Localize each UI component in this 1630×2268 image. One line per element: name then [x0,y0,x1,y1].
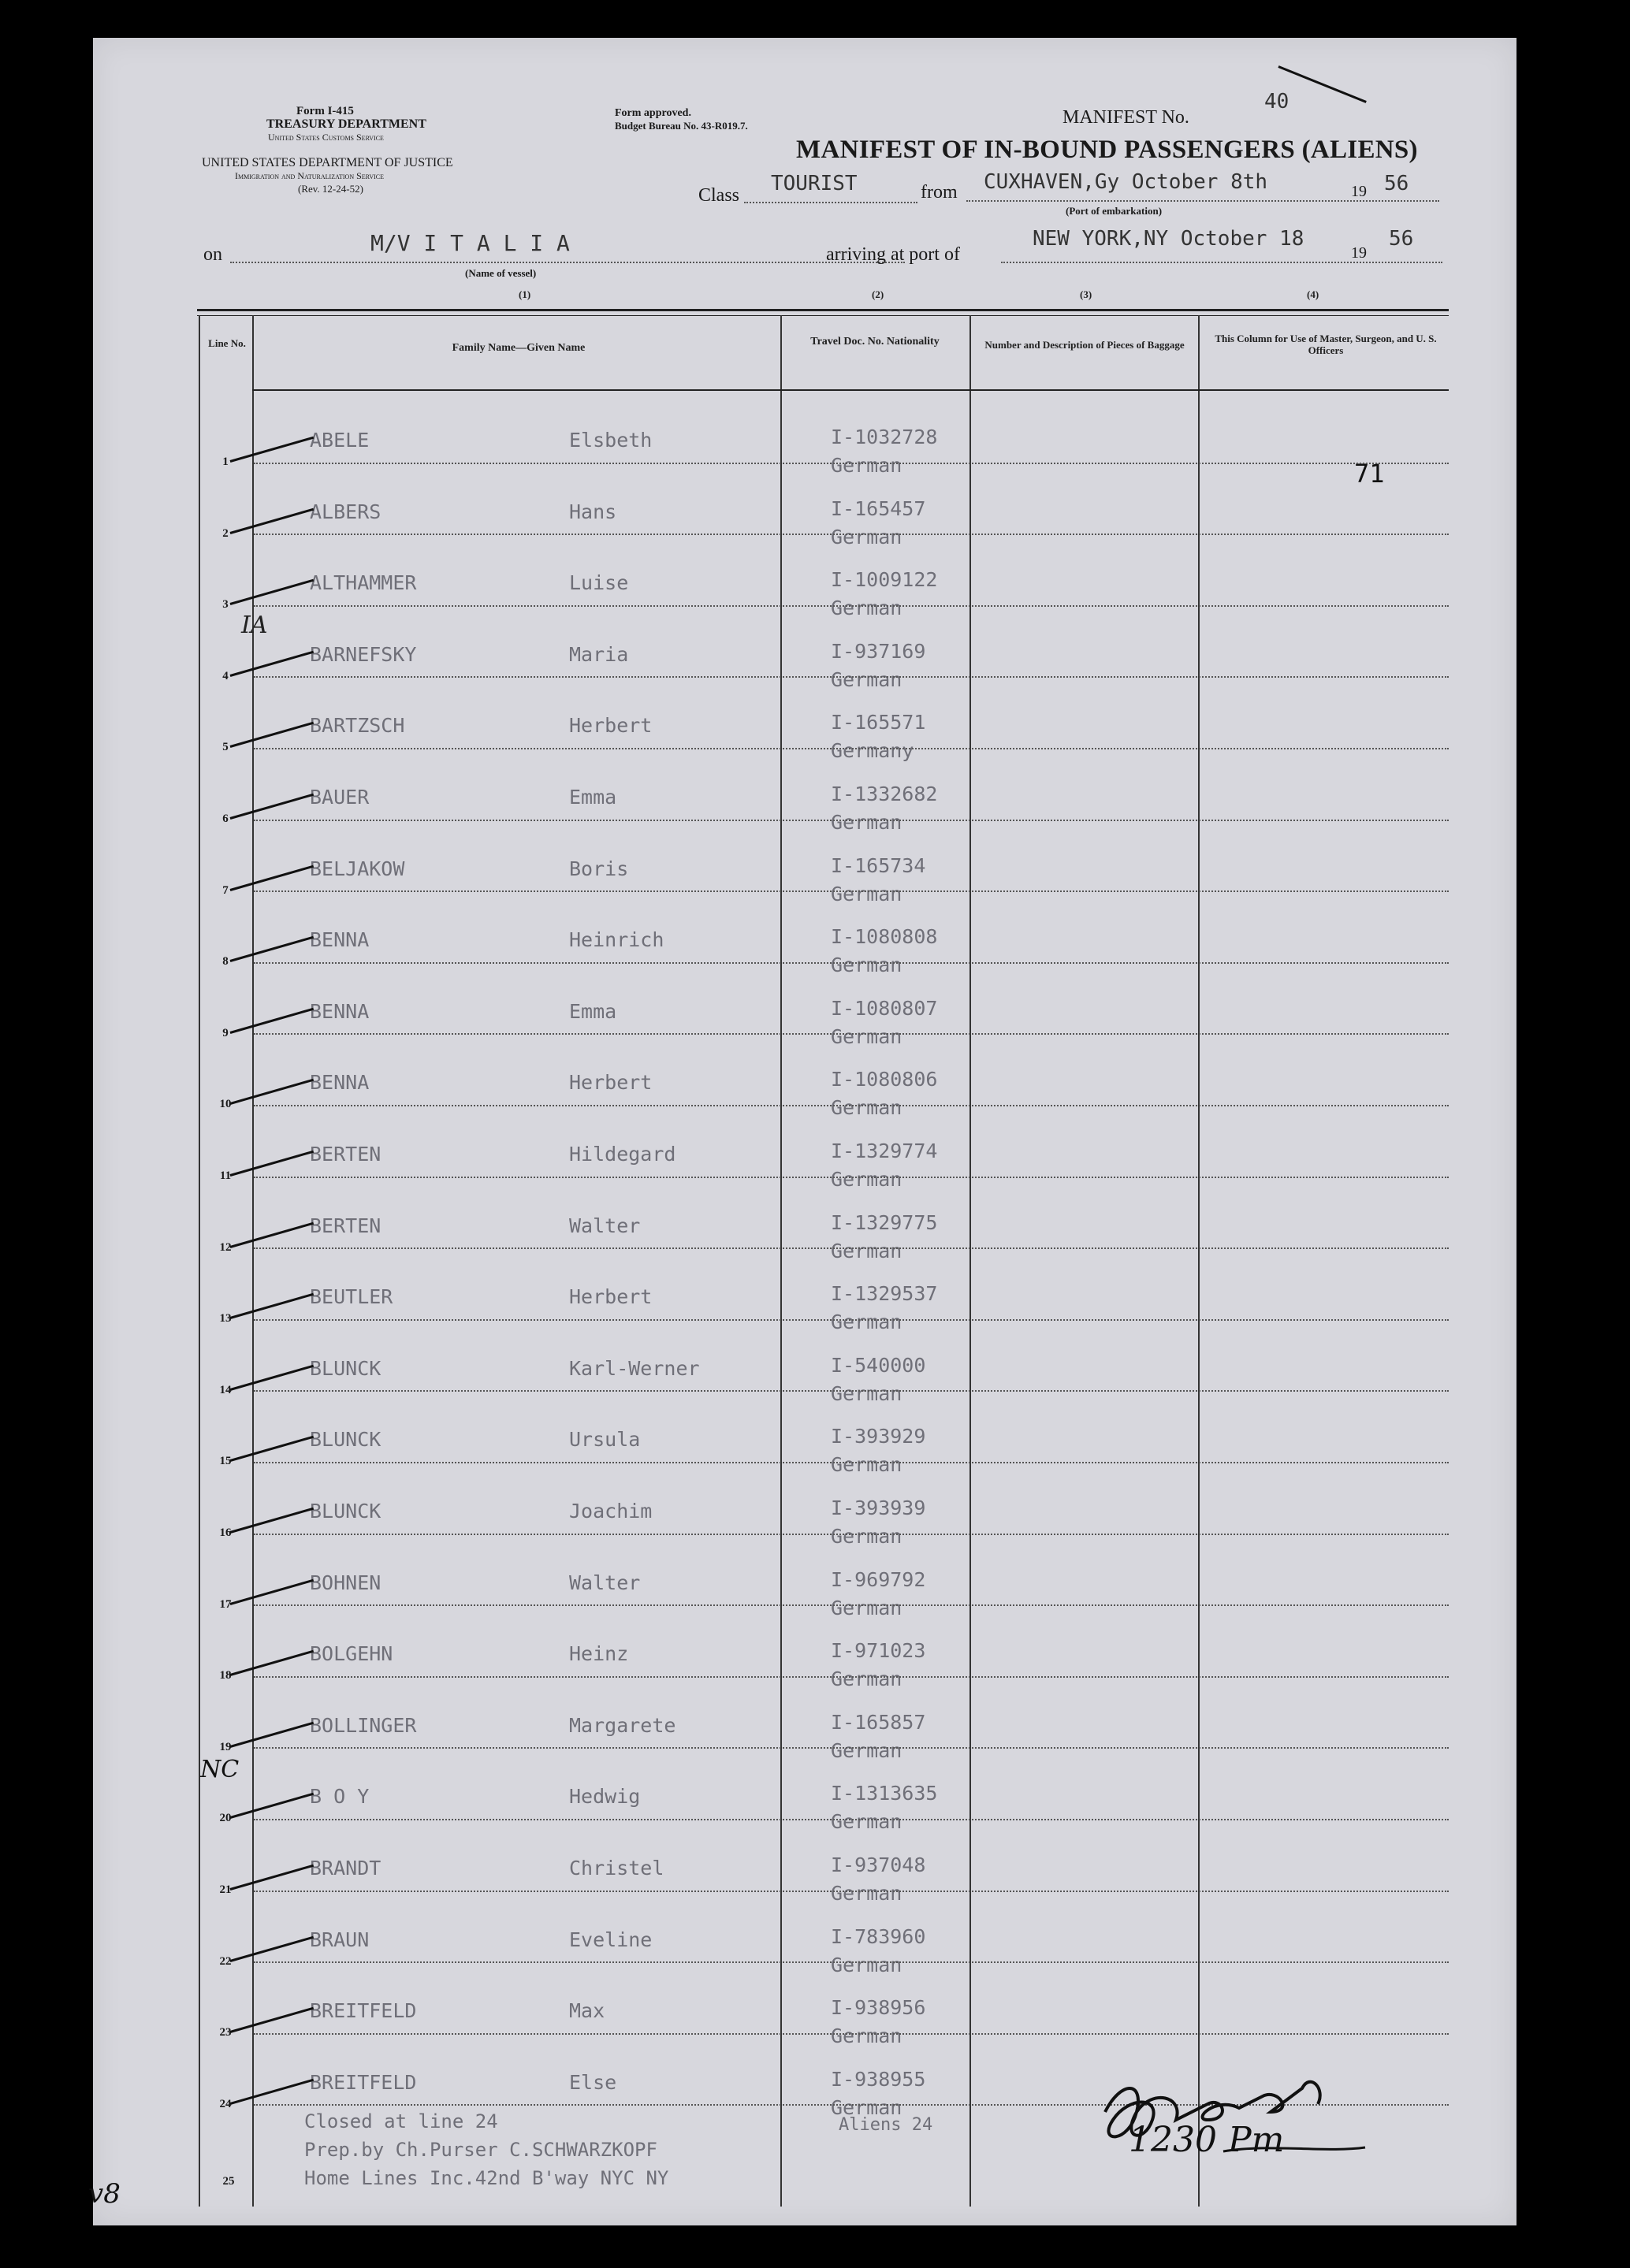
check-mark [230,1722,314,1748]
nationality: Germany [831,739,914,763]
row-separator [254,1390,1449,1392]
manifest-sheet [88,38,1516,2225]
row-separator [254,1604,1449,1606]
given-name: Luise [569,571,629,595]
travel-doc-number: I-1080806 [831,1068,938,1091]
budget-bureau: Budget Bureau No. 43-R019.7. [615,120,748,132]
row-separator [254,676,1449,678]
family-name: BERTEN [310,1214,381,1237]
given-name: Ursula [569,1428,641,1452]
line-number: 19 [219,1740,232,1753]
given-name: Hedwig [569,1785,641,1809]
nationality: German [831,1381,902,1405]
line-no-rule [252,315,254,2207]
table-top-rule-2 [197,315,1449,316]
given-name: Joachim [569,1500,653,1523]
year-prefix-2: 19 [1351,244,1367,262]
column-2-number: (2) [872,288,884,300]
given-name: Margarete [569,1713,676,1737]
line-number-25: 25 [222,2175,235,2188]
doc-baggage-rule [969,315,971,2207]
family-name: BARNEFSKY [310,642,417,666]
nationality: German [831,811,902,834]
line-number: 23 [219,2026,232,2039]
column-1-number: (1) [519,288,531,300]
nationality: German [831,1810,902,1834]
line-number: 5 [222,741,229,754]
travel-doc-number: I-1332682 [831,783,938,805]
row-separator [254,1891,1449,1892]
check-mark [230,794,314,820]
given-name: Hans [569,500,617,523]
travel-doc-number: I-1080808 [831,925,938,949]
travel-doc-number: I-1329537 [831,1282,938,1306]
nationality: German [831,1311,902,1334]
nationality: German [831,454,902,477]
family-name: BENNA [310,928,370,952]
family-name: B O Y [310,1785,370,1809]
nationality: German [831,2095,902,2119]
vessel-name: M/V I T A L I A [370,230,570,256]
margin-mark-ia: IA [241,612,268,639]
row-separator [254,1247,1449,1249]
row-separator [254,962,1449,964]
column-3-number: (3) [1080,288,1092,300]
port-embarkation-label: (Port of embarkation) [1066,205,1163,217]
closed-at-line: Closed at line 24 [304,2110,498,2132]
check-mark [230,1079,314,1105]
travel-doc-number: I-165571 [831,711,926,734]
travel-doc-number: I-1009122 [831,568,938,592]
column-4-number: (4) [1307,288,1319,300]
table-left-rule [199,315,200,2207]
check-mark [230,579,314,605]
officer-note: 71 [1354,459,1385,489]
row-separator [254,1033,1449,1035]
family-name: BENNA [310,1071,370,1095]
check-mark [230,864,314,890]
line-number: 2 [222,526,229,540]
officer-signature [1089,2065,1373,2175]
aliens-count: Aliens 24 [839,2115,933,2135]
row-separator [254,1961,1449,1963]
given-name: Karl-Werner [569,1356,700,1380]
travel-doc-number: I-783960 [831,1924,926,1948]
family-name: BENNA [310,999,370,1023]
travel-doc-number: I-393939 [831,1497,926,1519]
manifest-number-pen-stroke [1278,65,1366,103]
given-name: Emma [569,786,617,809]
treasury-department: TREASURY DEPARTMENT [266,117,426,131]
row-separator [254,1819,1449,1820]
nationality: German [831,1024,902,1048]
manifest-no-label: MANIFEST No. [1062,107,1189,128]
line-number: 6 [222,812,229,825]
nationality: German [831,1882,902,1905]
year-1: 56 [1384,172,1409,195]
line-number: 1 [222,455,229,468]
row-separator [254,534,1449,535]
given-name: Heinz [569,1642,629,1666]
check-mark [230,437,314,463]
arrival-value: NEW YORK,NY October 18 [1033,227,1304,251]
travel-doc-number: I-937048 [831,1853,926,1876]
header-bottom-rule [252,389,1449,391]
check-mark [230,1793,314,1819]
check-mark [230,1650,314,1676]
check-mark [230,936,314,962]
family-name: BLUNCK [310,1428,381,1452]
nationality: German [831,1453,902,1477]
year-2: 56 [1389,227,1414,251]
line-number: 21 [219,1883,232,1896]
family-name: BAUER [310,786,370,809]
nationality: German [831,1525,902,1548]
family-name: BREITFELD [310,1999,417,2023]
given-name: Hildegard [569,1143,676,1166]
row-separator [254,1177,1449,1178]
line-number: 11 [219,1169,232,1182]
check-mark [230,651,314,677]
travel-doc-number: I-938955 [831,2067,926,2091]
check-mark [230,722,314,748]
given-name: Walter [569,1571,641,1594]
travel-doc-number: I-938956 [831,1996,926,2020]
family-name: BRAUN [310,1928,370,1951]
row-separator [254,1534,1449,1535]
agent-address: Home Lines Inc.42nd B'way NYC NY [304,2167,669,2189]
given-name: Herbert [569,714,653,738]
check-mark [230,1578,314,1604]
signature-time: 1230 Pm [1129,2120,1285,2160]
row-separator [254,890,1449,892]
given-name: Herbert [569,1071,653,1095]
vessel-underline [230,262,905,263]
line-number: 9 [222,1026,229,1039]
line-number: 10 [219,1098,232,1111]
travel-doc-number: I-393929 [831,1425,926,1448]
class-label: Class [698,185,740,206]
line-number: 18 [219,1669,232,1682]
name-doc-rule [780,315,782,2207]
line-number: 15 [219,1455,232,1468]
family-name: BREITFELD [310,2070,417,2094]
family-name: BLUNCK [310,1500,381,1523]
year-prefix-1: 19 [1351,183,1367,200]
check-mark [230,1221,314,1247]
row-separator [254,1462,1449,1463]
check-mark [230,1008,314,1034]
row-separator [254,1319,1449,1321]
travel-doc-number: I-1313635 [831,1782,938,1805]
family-name: ALBERS [310,500,381,523]
department-of-justice: UNITED STATES DEPARTMENT OF JUSTICE [202,156,453,169]
given-name: Else [569,2070,617,2094]
nationality: German [831,1239,902,1262]
check-mark [230,1293,314,1319]
row-separator [254,463,1449,464]
row-separator [254,1105,1449,1106]
check-mark [230,1935,314,1961]
on-label: on [203,244,222,265]
from-label: from [921,182,958,203]
row-separator [254,2033,1449,2035]
family-name: ABELE [310,429,370,452]
class-value: TOURIST [771,172,858,195]
check-mark [230,508,314,534]
table-top-rule [197,309,1449,311]
family-name: BLUNCK [310,1356,381,1380]
form-approved: Form approved. [615,107,691,119]
given-name: Herbert [569,1285,653,1309]
travel-doc-number: I-1080807 [831,996,938,1020]
form-number: Form I-415 [296,105,354,117]
form-revision: (Rev. 12-24-52) [298,183,363,195]
line-number: 17 [219,1597,232,1611]
arrival-underline [1001,262,1442,263]
family-name: BRANDT [310,1857,381,1879]
from-underline [966,200,1439,202]
check-mark [230,2007,314,2033]
line-number: 20 [219,1812,232,1825]
given-name: Max [569,1999,605,2023]
row-separator [254,748,1449,749]
nationality: German [831,525,902,548]
check-mark [230,1436,314,1462]
family-name: BOLLINGER [310,1713,417,1737]
nationality: German [831,667,902,691]
given-name: Boris [569,857,629,880]
given-name: Elsbeth [569,429,653,452]
travel-doc-number: I-1032728 [831,426,938,448]
family-name: BOHNEN [310,1571,381,1594]
nationality: German [831,1738,902,1762]
travel-doc-number: I-937169 [831,639,926,663]
travel-doc-number: I-540000 [831,1353,926,1377]
nationality: German [831,954,902,977]
given-name: Emma [569,999,617,1023]
family-name: BOLGEHN [310,1642,393,1666]
header-line-no: Line No. [208,337,246,349]
check-mark [230,1151,314,1177]
row-separator [254,820,1449,821]
given-name: Eveline [569,1928,653,1951]
class-underline [744,202,917,203]
given-name: Christel [569,1857,664,1879]
nationality: German [831,1596,902,1619]
from-value: CUXHAVEN,Gy October 8th [984,170,1268,194]
header-family-given-name: Family Name—Given Name [452,342,586,354]
line-number: 12 [219,1240,232,1254]
line-number: 24 [219,2097,232,2110]
nationality: German [831,882,902,905]
given-name: Maria [569,642,629,666]
arriving-label: arriving at port of [826,244,960,265]
header-baggage: Number and Description of Pieces of Baggage [984,339,1185,351]
travel-doc-number: I-1329774 [831,1140,938,1162]
nationality: German [831,1953,902,1976]
line-number: 7 [222,883,229,897]
line-number: 22 [219,1954,232,1968]
margin-mark-bottom: v8 [88,2178,121,2210]
travel-doc-number: I-971023 [831,1639,926,1663]
ins-service: Immigration and Naturalization Service [235,170,385,181]
header-officers: This Column for Use of Master, Surgeon, and U. S. Officers [1215,333,1437,356]
travel-doc-number: I-969792 [831,1567,926,1591]
travel-doc-number: I-165457 [831,496,926,520]
header-travel-doc: Travel Doc. No. Nationality [810,336,940,348]
family-name: ALTHAMMER [310,571,417,595]
nationality: German [831,1668,902,1691]
line-number: 4 [222,669,229,682]
line-number: 8 [222,955,229,969]
check-mark [230,1508,314,1534]
nationality: German [831,2024,902,2048]
check-mark [230,1365,314,1391]
line-number: 3 [222,598,229,612]
manifest-number: 40 [1264,90,1289,113]
vessel-name-label: (Name of vessel) [465,267,537,279]
line-number: 13 [219,1312,232,1325]
row-separator [254,605,1449,607]
family-name: BEUTLER [310,1285,393,1309]
nationality: German [831,1096,902,1120]
baggage-officers-rule [1198,315,1200,2207]
prepared-by: Prep.by Ch.Purser C.SCHWARZKOPF [304,2139,657,2161]
customs-service: United States Customs Service [268,132,384,143]
line-number: 16 [219,1526,232,1539]
given-name: Walter [569,1214,641,1237]
margin-mark-nc: NC [200,1756,240,1783]
nationality: German [831,597,902,620]
travel-doc-number: I-165734 [831,853,926,877]
travel-doc-number: I-1329775 [831,1210,938,1234]
manifest-title: MANIFEST OF IN-BOUND PASSENGERS (ALIENS) [796,136,1418,164]
travel-doc-number: I-165857 [831,1710,926,1734]
nationality: German [831,1168,902,1191]
row-separator [254,1676,1449,1678]
given-name: Heinrich [569,928,664,952]
line-number: 14 [219,1383,232,1396]
check-mark [230,2079,314,2105]
check-mark [230,1865,314,1891]
row-separator [254,1747,1449,1749]
family-name: BERTEN [310,1143,381,1166]
family-name: BARTZSCH [310,714,405,738]
family-name: BELJAKOW [310,857,405,880]
